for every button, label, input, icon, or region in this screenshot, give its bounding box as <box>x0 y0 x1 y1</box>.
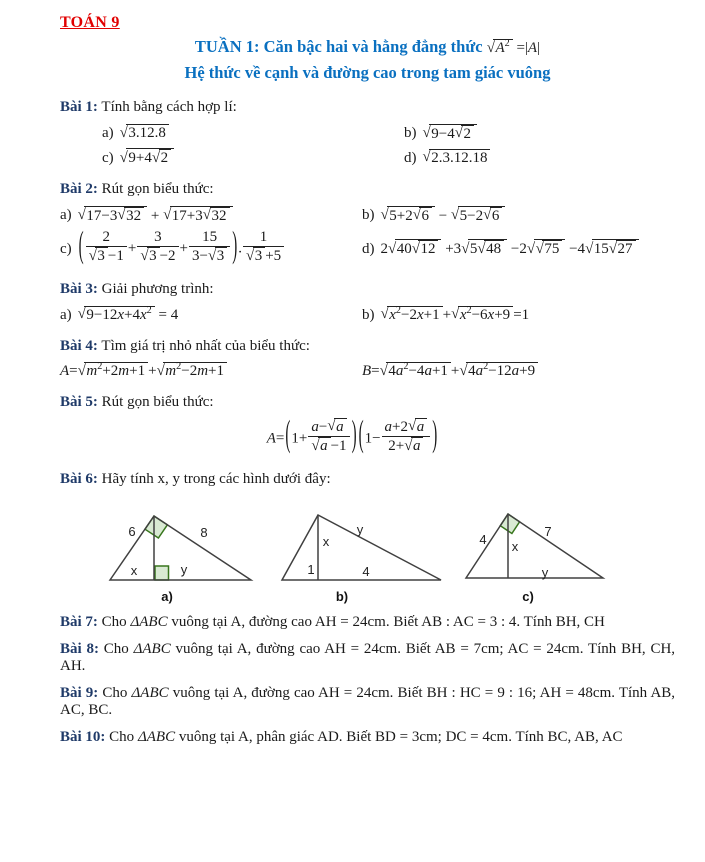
formula-3b: $√x^2-2x+1 +√x^2-6x+9 =1$ <box>380 304 530 323</box>
problem-7-label: Bài 7: <box>60 613 98 630</box>
problem-1-row-2 <box>60 148 675 168</box>
heading-line-1-text: TUẦN 1: Căn bậc hai và hằng đẳng thức <box>194 37 483 56</box>
problem-6-text: Hãy tính x, y trong các hình dưới đây: <box>101 471 331 488</box>
formula-2a: √17−3√32 + √17+3√32 <box>78 206 233 226</box>
right-angle-marker-foot-a <box>155 566 169 580</box>
caption-a: a) <box>161 588 173 604</box>
heading-line-2: Hệ thức về cạnh và đường cao trong tam giác vuông <box>184 63 551 83</box>
label-seg-right-a: y <box>180 561 188 577</box>
problem-5-title <box>60 392 675 414</box>
label-side-right-c: 7 <box>544 523 552 539</box>
label-alt-b: x <box>322 533 330 549</box>
problem-9 <box>60 685 675 719</box>
heading-line-1 <box>60 34 675 60</box>
formula-1a: √3.12.8 <box>120 124 169 143</box>
item-tag: b) <box>362 306 375 323</box>
formula-2d: 2√40√12 +3√5√48 −2√√75 −4√15√27 <box>381 239 639 259</box>
problem-3-text: Giải phương trình: <box>101 281 214 298</box>
problem-3-label: Bài 3: <box>60 281 98 298</box>
label-alt-c: x <box>511 538 519 554</box>
problem-9-text: vuông tại A, đường cao AH = 24cm. Biết BH : HC = 9 : 16; AH = 48cm. Tính AB, AC, BC. <box>60 684 676 718</box>
right-angle-marker-apex-c <box>500 514 519 534</box>
problem-3-row <box>60 306 675 325</box>
triangle-c <box>466 514 603 604</box>
label-side-right-a: 8 <box>200 524 208 540</box>
problem-1-row-1 <box>60 124 675 144</box>
problem-5-label: Bài 5: <box>60 393 98 410</box>
problem-4-label: Bài 4: <box>60 337 98 354</box>
triangle-symbol: ΔABC <box>130 613 168 630</box>
label-side-left-a: 6 <box>128 523 136 539</box>
label-seg-right-b: 4 <box>362 563 370 579</box>
label-side-left-c: 4 <box>479 531 487 547</box>
formula-1d: √2.3.12.18 <box>423 149 491 168</box>
formula-4B: $B=√4a^2-4a+1 +√4a^2-12a+9$ <box>362 362 538 381</box>
problem-8-text: vuông tại A, đường cao AH = 24cm. Biết AB = 7cm; AC = 24cm. Tính BH, CH, AH. <box>60 640 676 674</box>
problem-1-label: Bài 1: <box>60 98 98 115</box>
problem-10-intro: Cho <box>109 728 135 745</box>
problem-2-text: Rút gọn biểu thức: <box>101 180 214 197</box>
doc-title: TOÁN 9 <box>60 14 120 31</box>
problem-8 <box>60 641 675 675</box>
problem-7 <box>60 614 675 631</box>
triangle-a <box>110 516 251 604</box>
item-tag: c) <box>60 240 72 257</box>
problem-4-row <box>60 362 675 381</box>
problem-3-title <box>60 279 675 301</box>
item-tag: c) <box>102 149 114 166</box>
formula-1b: √9−4√2 <box>423 124 477 144</box>
problem-6-label: Bài 6: <box>60 471 98 488</box>
problem-8-intro: Cho <box>103 640 129 657</box>
problem-9-intro: Cho <box>102 684 128 701</box>
item-tag: b) <box>404 124 417 141</box>
figure-row <box>0 496 705 604</box>
problem-10-label: Bài 10: <box>60 728 106 745</box>
triangle-symbol: ΔABC <box>137 728 176 745</box>
label-hyp-b: y <box>356 521 364 537</box>
triangle-symbol: ΔABC <box>131 684 169 701</box>
caption-c: c) <box>522 588 534 604</box>
formula-5: A=(1+ $\frac{a-√a}{√a -1}$ ) (1− $\frac{a+2√a}{2+√a}$ ) <box>266 415 438 456</box>
right-angle-marker-apex-a <box>145 516 167 538</box>
problem-9-label: Bài 9: <box>60 684 99 701</box>
caption-b: b) <box>335 588 349 604</box>
formula-3a: $√9-12x+4x^2 = 4$ <box>77 304 179 323</box>
item-tag: d) <box>404 149 417 166</box>
item-tag: b) <box>362 207 375 224</box>
item-tag: a) <box>102 124 114 141</box>
problem-10-text: vuông tại A, phân giác AD. Biết BD = 3cm; DC = 4cm. Tính BC, AB, AC <box>178 728 623 745</box>
problem-5-text: Rút gọn biểu thức: <box>101 393 214 410</box>
label-seg-left-a: x <box>130 562 138 578</box>
problem-7-intro: Cho <box>101 613 127 630</box>
problem-4-text: Tìm giá trị nhỏ nhất của biểu thức: <box>101 337 310 354</box>
triangle-symbol: ΔABC <box>133 640 171 657</box>
item-tag: a) <box>60 207 72 224</box>
problem-2-row-1 <box>60 206 675 226</box>
problem-8-label: Bài 8: <box>60 640 99 657</box>
formula-1c: √9+4√2 <box>120 148 174 168</box>
problem-4-title <box>60 336 675 358</box>
problem-1-text: Tính bằng cách hợp lí: <box>101 98 237 115</box>
problem-1-title <box>60 97 675 119</box>
problem-7-text: vuông tại A, đường cao AH = 24cm. Biết AB : AC = 3 : 4. Tính BH, CH <box>171 613 605 630</box>
formula-2c: ( $\frac{2}{√3 -1}$ + $\frac{3}{√3 -2}$ + $\frac{15}{3-√3}$ ). $\frac{1}{√3 +5}$ <box>78 230 286 268</box>
label-seg-right-c: y <box>541 564 549 580</box>
item-tag: d) <box>362 240 375 257</box>
problem-6-title <box>60 469 675 491</box>
formula-2b: √5+2√6 − √5−2√6 <box>381 206 506 226</box>
triangle-figures <box>0 496 705 604</box>
heading-line-1-formula: $√A^2 =|A|$ <box>486 38 541 56</box>
problem-2-title <box>60 179 675 201</box>
problem-2-row-2 <box>60 225 675 268</box>
item-tag: a) <box>60 306 72 323</box>
formula-4A: $A=√m^2+2m+1 +√m^2-2m+1$ <box>60 362 227 381</box>
problem-2-label: Bài 2: <box>60 180 98 197</box>
triangle-b <box>282 515 441 604</box>
label-seg-left-b: 1 <box>307 561 315 577</box>
problem-10 <box>60 729 675 746</box>
